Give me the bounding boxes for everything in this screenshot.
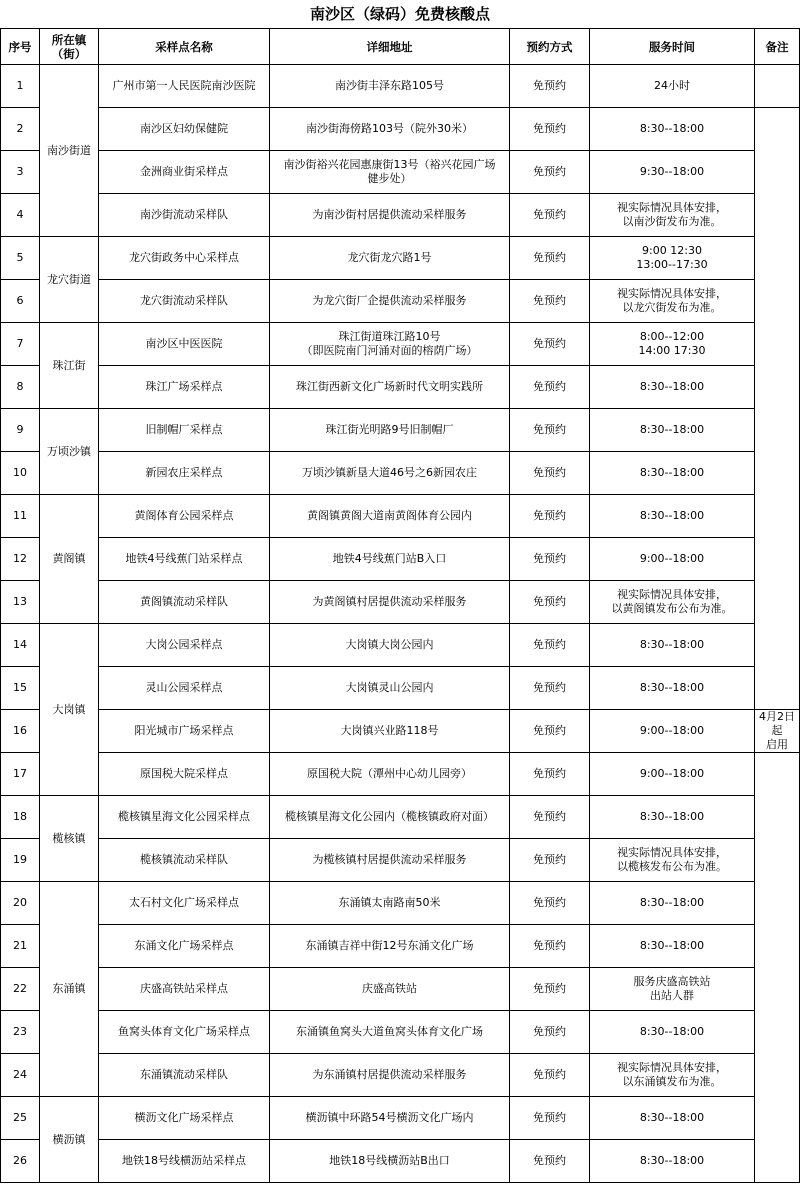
service-time: 8:30--18:00 — [590, 108, 755, 151]
appointment: 免预约 — [510, 753, 590, 796]
row-number: 23 — [1, 1011, 40, 1054]
site-address: 珠江街光明路9号旧制帽厂 — [270, 409, 510, 452]
site-address: 榄核镇星海文化公园内（榄核镇政府对面） — [270, 796, 510, 839]
table-row — [1, 108, 800, 151]
service-time: 24小时 — [590, 65, 755, 108]
table-row — [1, 753, 800, 796]
row-number: 17 — [1, 753, 40, 796]
site-name: 南沙街流动采样队 — [99, 194, 270, 237]
note-cell: 4月2日起 启用 — [755, 710, 800, 753]
town-cell: 南沙街道 — [40, 65, 99, 237]
table-row — [1, 409, 800, 452]
testing-sites-table — [0, 28, 800, 1183]
header-town: 所在镇 （街） — [40, 29, 99, 65]
service-time: 视实际情况具体安排， 以龙穴街发布为准。 — [590, 280, 755, 323]
service-time: 8:30--18:00 — [590, 1011, 755, 1054]
table-row — [1, 323, 800, 366]
site-address: 珠江街西新文化广场新时代文明实践所 — [270, 366, 510, 409]
town-cell: 黄阁镇 — [40, 495, 99, 624]
appointment: 免预约 — [510, 624, 590, 667]
service-time: 9:00--18:00 — [590, 753, 755, 796]
appointment: 免预约 — [510, 1097, 590, 1140]
site-address: 大岗镇灵山公园内 — [270, 667, 510, 710]
table-row — [1, 65, 800, 108]
site-address: 为龙穴街厂企提供流动采样服务 — [270, 280, 510, 323]
service-time: 8:30--18:00 — [590, 495, 755, 538]
appointment: 免预约 — [510, 1054, 590, 1097]
site-address: 黄阁镇黄阁大道南黄阁体育公园内 — [270, 495, 510, 538]
header-note: 备注 — [755, 29, 800, 65]
site-address: 东涌镇吉祥中街12号东涌文化广场 — [270, 925, 510, 968]
site-address: 为黄阁镇村居提供流动采样服务 — [270, 581, 510, 624]
appointment: 免预约 — [510, 538, 590, 581]
site-name: 新园农庄采样点 — [99, 452, 270, 495]
row-number: 6 — [1, 280, 40, 323]
appointment: 免预约 — [510, 108, 590, 151]
row-number: 16 — [1, 710, 40, 753]
header-no: 序号 — [1, 29, 40, 65]
appointment: 免预约 — [510, 796, 590, 839]
site-name: 东涌镇流动采样队 — [99, 1054, 270, 1097]
town-cell: 东涌镇 — [40, 882, 99, 1097]
site-address: 原国税大院（潭州中心幼儿园旁） — [270, 753, 510, 796]
site-name: 旧制帽厂采样点 — [99, 409, 270, 452]
row-number: 3 — [1, 151, 40, 194]
site-name: 黄阁镇流动采样队 — [99, 581, 270, 624]
site-name: 黄阁体育公园采样点 — [99, 495, 270, 538]
site-address: 地铁18号线横沥站B出口 — [270, 1140, 510, 1183]
site-name: 原国税大院采样点 — [99, 753, 270, 796]
table-row — [1, 839, 800, 882]
site-address: 为南沙街村居提供流动采样服务 — [270, 194, 510, 237]
table-row — [1, 667, 800, 710]
town-cell: 龙穴街道 — [40, 237, 99, 323]
appointment: 免预约 — [510, 839, 590, 882]
appointment: 免预约 — [510, 1140, 590, 1183]
appointment: 免预约 — [510, 194, 590, 237]
service-time: 8:30--18:00 — [590, 925, 755, 968]
site-name: 珠江广场采样点 — [99, 366, 270, 409]
row-number: 8 — [1, 366, 40, 409]
appointment: 免预约 — [510, 65, 590, 108]
appointment: 免预约 — [510, 452, 590, 495]
row-number: 14 — [1, 624, 40, 667]
site-address: 南沙街丰泽东路105号 — [270, 65, 510, 108]
site-name: 龙穴街政务中心采样点 — [99, 237, 270, 280]
appointment: 免预约 — [510, 323, 590, 366]
header-site-name: 采样点名称 — [99, 29, 270, 65]
service-time: 8:30--18:00 — [590, 667, 755, 710]
row-number: 2 — [1, 108, 40, 151]
site-name: 横沥文化广场采样点 — [99, 1097, 270, 1140]
row-number: 22 — [1, 968, 40, 1011]
row-number: 24 — [1, 1054, 40, 1097]
appointment: 免预约 — [510, 968, 590, 1011]
site-address: 地铁4号线蕉门站B入口 — [270, 538, 510, 581]
site-name: 东涌文化广场采样点 — [99, 925, 270, 968]
site-address: 为东涌镇村居提供流动采样服务 — [270, 1054, 510, 1097]
row-number: 21 — [1, 925, 40, 968]
appointment: 免预约 — [510, 409, 590, 452]
table-row — [1, 538, 800, 581]
table-title: 南沙区（绿码）免费核酸点 — [309, 5, 490, 23]
appointment: 免预约 — [510, 710, 590, 753]
table-row — [1, 882, 800, 925]
table-row — [1, 1011, 800, 1054]
site-address: 为榄核镇村居提供流动采样服务 — [270, 839, 510, 882]
site-name: 龙穴街流动采样队 — [99, 280, 270, 323]
site-address: 南沙街裕兴花园惠康街13号（裕兴花园广场 健步处） — [270, 151, 510, 194]
service-time: 视实际情况具体安排， 以东涌镇发布为准。 — [590, 1054, 755, 1097]
service-time: 视实际情况具体安排， 以榄核发布公布为准。 — [590, 839, 755, 882]
service-time: 视实际情况具体安排， 以南沙街发布为准。 — [590, 194, 755, 237]
site-name: 地铁18号线横沥站采样点 — [99, 1140, 270, 1183]
table-row — [1, 925, 800, 968]
table-row — [1, 968, 800, 1011]
site-address: 万顷沙镇新垦大道46号之6新园农庄 — [270, 452, 510, 495]
site-name: 榄核镇星海文化公园采样点 — [99, 796, 270, 839]
service-time: 8:00--12:00 14:00 17:30 — [590, 323, 755, 366]
note-cell — [755, 65, 800, 108]
town-cell: 珠江街 — [40, 323, 99, 409]
table-row — [1, 452, 800, 495]
site-address: 南沙街海傍路103号（院外30米） — [270, 108, 510, 151]
site-name: 南沙区中医医院 — [99, 323, 270, 366]
table-row — [1, 796, 800, 839]
service-time: 9:00--18:00 — [590, 710, 755, 753]
table-row — [1, 581, 800, 624]
note-cell — [755, 108, 800, 710]
table-row — [1, 151, 800, 194]
note-cell — [755, 753, 800, 1183]
service-time: 8:30--18:00 — [590, 882, 755, 925]
appointment: 免预约 — [510, 366, 590, 409]
appointment: 免预约 — [510, 1011, 590, 1054]
row-number: 12 — [1, 538, 40, 581]
row-number: 9 — [1, 409, 40, 452]
service-time: 视实际情况具体安排， 以黄阁镇发布公布为准。 — [590, 581, 755, 624]
site-address: 大岗镇兴业路118号 — [270, 710, 510, 753]
appointment: 免预约 — [510, 237, 590, 280]
header-appointment: 预约方式 — [510, 29, 590, 65]
site-name: 金洲商业街采样点 — [99, 151, 270, 194]
site-address: 东涌镇鱼窝头大道鱼窝头体育文化广场 — [270, 1011, 510, 1054]
service-time: 9:00--18:00 — [590, 538, 755, 581]
site-address: 珠江街道珠江路10号 （即医院南门河涌对面的榕荫广场） — [270, 323, 510, 366]
appointment: 免预约 — [510, 495, 590, 538]
row-number: 5 — [1, 237, 40, 280]
town-cell: 大岗镇 — [40, 624, 99, 796]
service-time: 9:30--18:00 — [590, 151, 755, 194]
header-row — [1, 29, 800, 65]
site-name: 广州市第一人民医院南沙医院 — [99, 65, 270, 108]
site-address: 东涌镇太南路南50米 — [270, 882, 510, 925]
table-row — [1, 1140, 800, 1183]
site-address: 龙穴街龙穴路1号 — [270, 237, 510, 280]
service-time: 8:30--18:00 — [590, 409, 755, 452]
site-name: 南沙区妇幼保健院 — [99, 108, 270, 151]
appointment: 免预约 — [510, 667, 590, 710]
site-name: 地铁4号线蕉门站采样点 — [99, 538, 270, 581]
row-number: 10 — [1, 452, 40, 495]
appointment: 免预约 — [510, 882, 590, 925]
appointment: 免预约 — [510, 925, 590, 968]
row-number: 19 — [1, 839, 40, 882]
site-address: 大岗镇大岗公园内 — [270, 624, 510, 667]
row-number: 11 — [1, 495, 40, 538]
service-time: 服务庆盛高铁站 出站人群 — [590, 968, 755, 1011]
row-number: 18 — [1, 796, 40, 839]
service-time: 8:30--18:00 — [590, 366, 755, 409]
service-time: 8:30--18:00 — [590, 1097, 755, 1140]
table-row — [1, 1054, 800, 1097]
table-row — [1, 366, 800, 409]
site-name: 太石村文化广场采样点 — [99, 882, 270, 925]
row-number: 20 — [1, 882, 40, 925]
table-row — [1, 237, 800, 280]
row-number: 7 — [1, 323, 40, 366]
table-row — [1, 495, 800, 538]
header-service-time: 服务时间 — [590, 29, 755, 65]
table-row — [1, 710, 800, 753]
table-row — [1, 280, 800, 323]
site-address: 庆盛高铁站 — [270, 968, 510, 1011]
appointment: 免预约 — [510, 581, 590, 624]
appointment: 免预约 — [510, 280, 590, 323]
site-address: 横沥镇中环路54号横沥文化广场内 — [270, 1097, 510, 1140]
row-number: 4 — [1, 194, 40, 237]
service-time: 8:30--18:00 — [590, 796, 755, 839]
row-number: 13 — [1, 581, 40, 624]
service-time: 8:30--18:00 — [590, 1140, 755, 1183]
appointment: 免预约 — [510, 151, 590, 194]
site-name: 阳光城市广场采样点 — [99, 710, 270, 753]
table-row — [1, 624, 800, 667]
town-cell: 横沥镇 — [40, 1097, 99, 1183]
site-name: 榄核镇流动采样队 — [99, 839, 270, 882]
site-name: 庆盛高铁站采样点 — [99, 968, 270, 1011]
row-number: 25 — [1, 1097, 40, 1140]
table-row — [1, 194, 800, 237]
service-time: 8:30--18:00 — [590, 624, 755, 667]
header-address: 详细地址 — [270, 29, 510, 65]
town-cell: 榄核镇 — [40, 796, 99, 882]
row-number: 15 — [1, 667, 40, 710]
town-cell: 万顷沙镇 — [40, 409, 99, 495]
row-number: 1 — [1, 65, 40, 108]
service-time: 9:00 12:30 13:00--17:30 — [590, 237, 755, 280]
table-row — [1, 1097, 800, 1140]
site-name: 大岗公园采样点 — [99, 624, 270, 667]
row-number: 26 — [1, 1140, 40, 1183]
site-name: 灵山公园采样点 — [99, 667, 270, 710]
site-name: 鱼窝头体育文化广场采样点 — [99, 1011, 270, 1054]
service-time: 8:30--18:00 — [590, 452, 755, 495]
